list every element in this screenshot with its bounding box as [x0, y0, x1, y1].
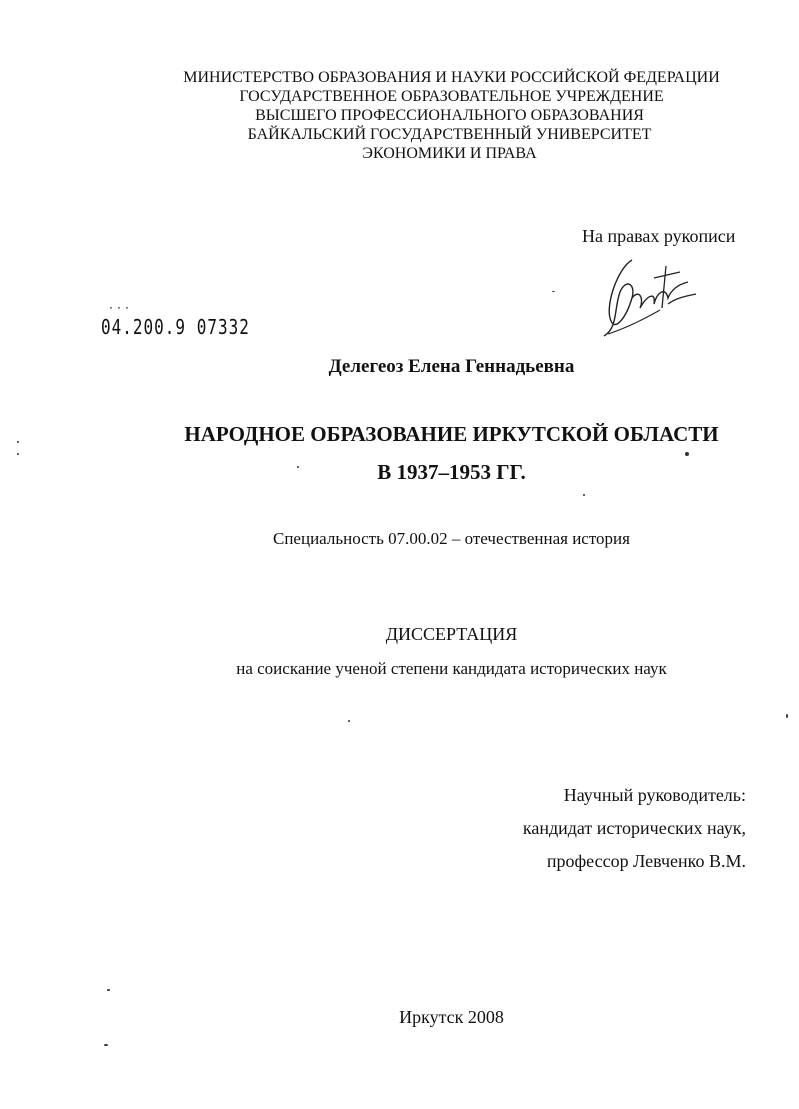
scan-speck	[348, 720, 350, 722]
scan-speck	[297, 466, 299, 468]
supervisor-degree: кандидат исторических наук,	[522, 818, 746, 838]
dissertation-title-line-2: В 1937–1953 ГГ.	[377, 460, 526, 484]
institution-header	[0, 68, 799, 163]
supervisor-name: профессор Левченко В.М.	[546, 851, 746, 871]
scan-speck	[583, 494, 585, 496]
scan-speck	[17, 453, 19, 455]
header-line: ГОСУДАРСТВЕННОЕ ОБРАЗОВАТЕЛЬНОЕ УЧРЕЖДЕНИЕ	[239, 88, 664, 105]
library-stamp: 04.200.9 07332	[101, 315, 250, 339]
header-line: ВЫСШЕГО ПРОФЕССИОНАЛЬНОГО ОБРАЗОВАНИЯ	[255, 107, 644, 124]
scan-speck	[552, 291, 555, 292]
scan-speck	[107, 989, 110, 991]
dissertation-title-line-1: НАРОДНОЕ ОБРАЗОВАНИЕ ИРКУТСКОЙ ОБЛАСТИ	[184, 422, 719, 446]
speciality: Специальность 07.00.02 – отечественная история	[273, 529, 630, 548]
scan-speck	[685, 452, 689, 456]
manuscript-rights-note: На правах рукописи	[582, 226, 736, 246]
degree-statement: на соискание ученой степени кандидата исторических наук	[236, 659, 667, 678]
document-type: ДИССЕРТАЦИЯ	[385, 624, 518, 644]
author-name: Делегеоз Елена Геннадьевна	[328, 356, 575, 377]
header-line: ЭКОНОМИКИ И ПРАВА	[362, 145, 537, 162]
stamp-dots: ···	[108, 303, 133, 314]
signature-icon	[596, 248, 706, 343]
place-and-year: Иркутск 2008	[399, 1007, 504, 1027]
supervisor-label: Научный руководитель:	[563, 785, 746, 805]
scan-speck	[104, 1044, 108, 1046]
header-line: МИНИСТЕРСТВО ОБРАЗОВАНИЯ И НАУКИ РОССИЙСКОЙ ФЕДЕРАЦИИ	[183, 69, 720, 86]
scan-speck	[17, 441, 19, 443]
scan-speck	[786, 714, 788, 718]
header-line: БАЙКАЛЬСКИЙ ГОСУДАРСТВЕННЫЙ УНИВЕРСИТЕТ	[247, 126, 652, 143]
